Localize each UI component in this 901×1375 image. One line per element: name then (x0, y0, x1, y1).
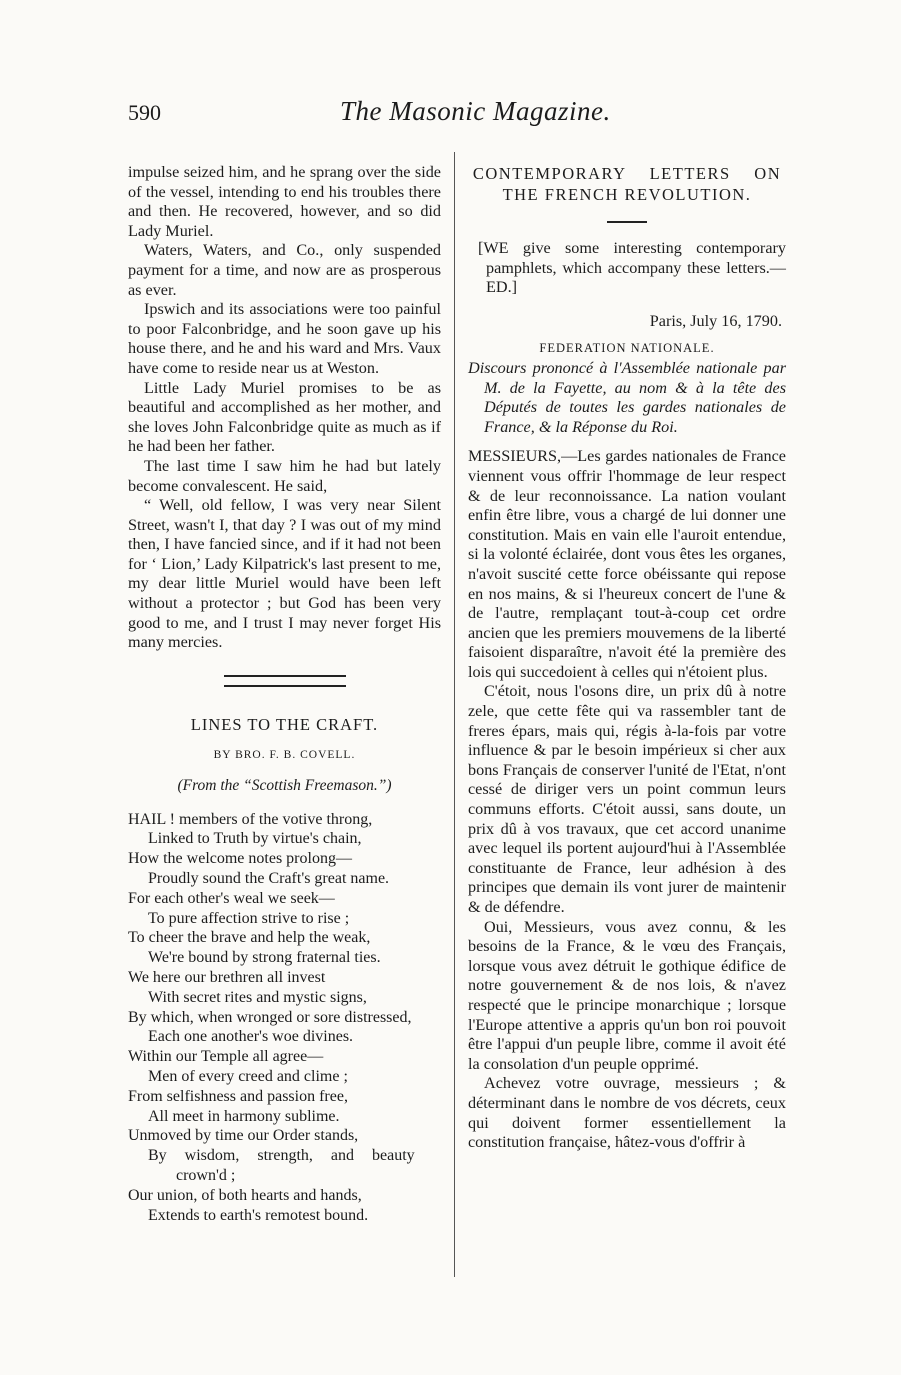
poem-line: HAIL ! members of the votive throng, (128, 810, 373, 828)
running-title: The Masonic Magazine. (340, 96, 611, 126)
poem-source: (From the “Scottish Freemason.”) (177, 777, 392, 795)
editorial-text: [WE give some interesting contemporary pamphlets, which accompany these letters.—ED.] (478, 239, 786, 297)
poem-line: crown'd ; (176, 1166, 236, 1184)
story-paragraph: “ Well, old fellow, I was very near Silent Street, wasn't I, that day ? I was out of my mind then, I have fancied since, and if it had not been for ‘ Lion,’ Lady Kilpatrick's last present to me, my dear little Muriel would have been left without a protector ; but God has been very good to me, and I trust I may never forget His many mercies. (128, 496, 441, 652)
story-paragraph: Ipswich and its associations were too painful to poor Falconbridge, and he soon gave up his house there, and he and his ward and Mrs. Vaux have come to reside near us at Weston. (128, 300, 441, 377)
french-paragraph: C'étoit, nous l'osons dire, un prix dû à notre zele, que cette fête qui va rassembler tant de freres épars, mais qui, régis à-la-fois par votre influence & par le besoin impérieux si cher aux bons Français de conserver l'unité de l'Etat, n'ont cessé de diriger vers un point commun leurs communs efforts. C'étoit aussi, sans doute, un prix dû à vos travaux, que cet accord unanime avec lequel ils portent aujourd'hui à l'Assemblée constituante de France, leur adhésion à des principes que demain ils vont jurer de maintenir & de défendre. (468, 682, 786, 916)
article-title-line-1: CONTEMPORARY LETTERS ON (472, 164, 782, 183)
discours-heading: Discours prononcé à l'Assemblée nationale par M. de la Fayette, au nom & à la tête des Députés de toutes les gardes nationales de France, & la Réponse du Roi. (468, 358, 786, 436)
poem-line: Our union, of both hearts and hands, (128, 1186, 362, 1204)
poem-line: Linked to Truth by virtue's chain, (148, 830, 362, 848)
title-rule (607, 221, 647, 223)
french-paragraph: Oui, Messieurs, vous avez connu, & les besoins de la France, & le vœu des Français, lorsque vous avez détruit le gothique édifice de notre gouvernement & de nos lois, & n'avez respecté que le principe monarchique ; lorsque l'Europe attentive a appris qu'un bon roi pouvoit être l'appui d'un peuple libre, comme il avoit été la consolation d'un peuple opprimé. (468, 917, 786, 1073)
article-title-line-2: THE FRENCH REVOLUTION. (502, 185, 752, 204)
french-text (468, 447, 786, 1152)
poem-line: Within our Temple all agree— (128, 1048, 324, 1066)
story-paragraph: Little Lady Muriel promises to be as beautiful and accomplished as her mother, and she loves John Falconbridge quite as much as if he had been her father. (128, 378, 441, 456)
column-divider (454, 152, 455, 1277)
poem-line: Men of every creed and clime ; (148, 1067, 348, 1085)
poem-line: For each other's weal we seek— (128, 889, 335, 907)
editorial-note (468, 239, 786, 298)
poem-byline: BY BRO. F. B. COVELL. (213, 749, 356, 762)
poem-line: How the welcome notes prolong— (128, 850, 352, 868)
poem-line: Proudly sound the Craft's great name. (148, 870, 390, 888)
poem-line: Extends to earth's remotest bound. (148, 1206, 369, 1224)
poem-line: Each one another's woe divines. (148, 1028, 354, 1046)
page-header (0, 0, 901, 140)
poem-line: We here our brethren all invest (128, 969, 326, 986)
poem-line: By wisdom, strength, and beauty (148, 1147, 415, 1165)
story-paragraph: The last time I saw him he had but lately become convalescent. He said, (128, 456, 441, 495)
poem (128, 810, 441, 1226)
poem-line: We're bound by strong fraternal ties. (148, 949, 381, 967)
poem-line: From selfishness and passion free, (128, 1087, 348, 1105)
page-number: 590 (128, 100, 161, 125)
story-paragraph: impulse seized him, and he sprang over the side of the vessel, intending to end his troubles there and then. He recovered, however, and so did Lady Muriel. (128, 163, 441, 240)
left-column (128, 163, 441, 1225)
story-continuation (128, 163, 441, 653)
federation-heading: FEDERATION NATIONALE. (539, 341, 715, 356)
poem-line: By which, when wronged or sore distressed, (128, 1008, 412, 1026)
right-column (468, 163, 786, 1153)
poem-title: LINES TO THE CRAFT. (190, 714, 379, 734)
french-paragraph: MESSIEURS,—Les gardes nationales de France viennent vous offrir l'hommage de leur respect & de leur reconnoissance. La nation voulant enfin être libre, vous a chargé de lui donner une constitution. Mais en vain elle l'auroit entendue, si la volonté éclairée, dont vous êtes les organes, n'avoit suscité cette force obéissante qui repose en nos mains, & si l'heureux concert de l'une & de l'autre, remplaçant tout-à-coup cet ordre ancien que les premiers mouvemens de la liberté faisoient disparaître, n'avoit été la première des lois qui succedoient à celles qui n'étoient plus. (468, 447, 786, 681)
story-paragraph: Waters, Waters, and Co., only suspended payment for a time, and now are as prosperous as ever. (128, 241, 441, 299)
poem-line: All meet in harmony sublime. (148, 1107, 340, 1125)
poem-line: To cheer the brave and help the weak, (128, 929, 371, 947)
poem-line: Unmoved by time our Order stands, (128, 1127, 359, 1145)
dateline: Paris, July 16, 1790. (649, 311, 782, 330)
french-paragraph: Achevez votre ouvrage, messieurs ; & déterminant dans le nombre de vos décrets, ceux qui doivent former essentiellement la constitution française, hâtez-vous d'offrir à (468, 1074, 786, 1152)
poem-line: With secret rites and mystic signs, (148, 988, 367, 1006)
section-separator (224, 675, 346, 687)
poem-line: To pure affection strive to rise ; (148, 909, 350, 927)
